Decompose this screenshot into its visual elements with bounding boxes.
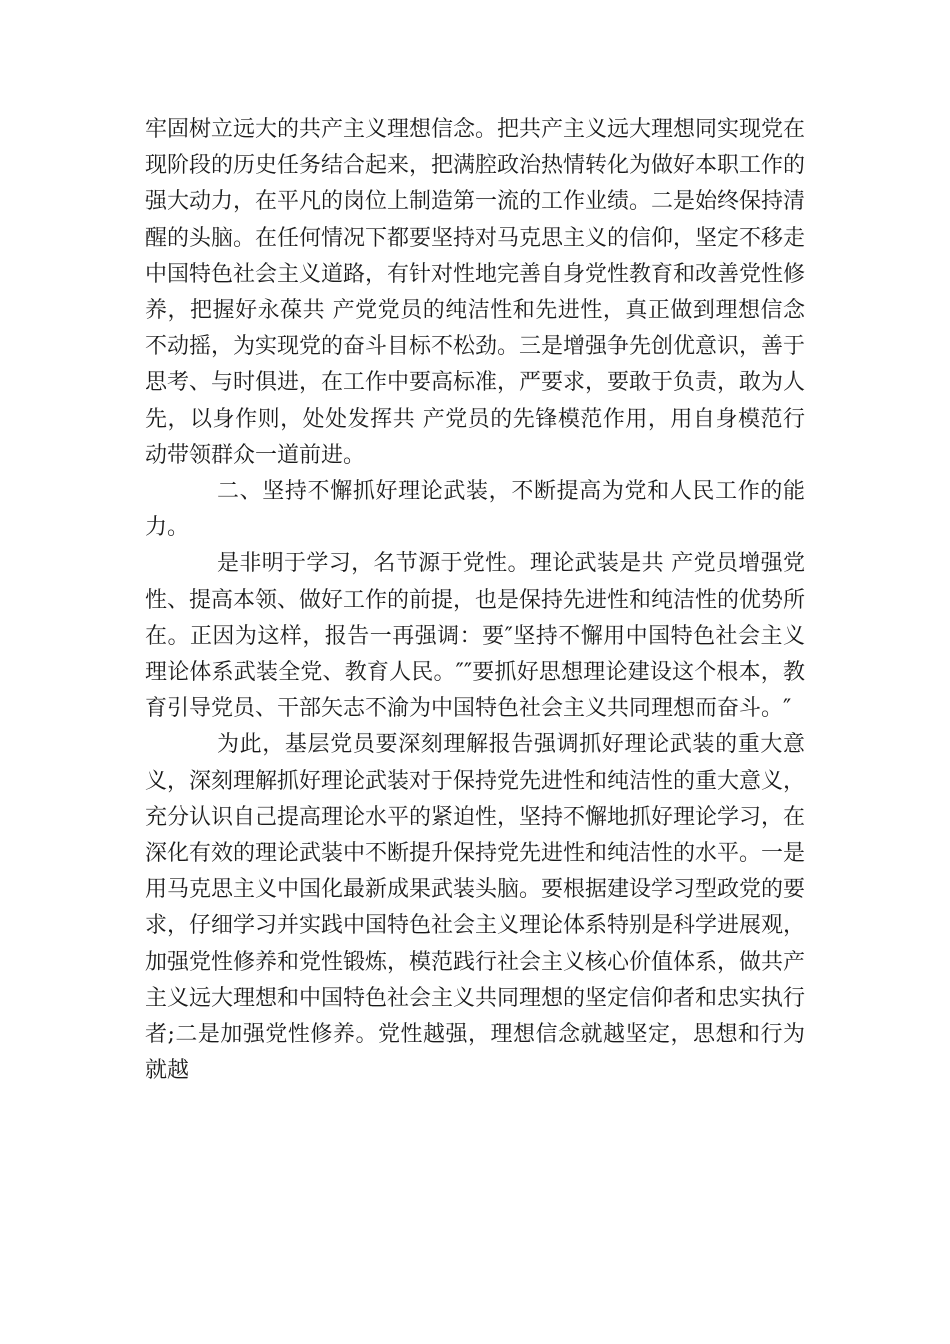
section-heading: 二、坚持不懈抓好理论武装，不断提高为党和人民工作的能力。 [145,479,805,541]
paragraph-3: 为此，基层党员要深刻理解报告强调抓好理论武装的重大意义，深刻理解抓好理论武装对于保持党先进性和纯洁性的重大意义，充分认识自己提高理论水平的紧迫性，坚持不懈地抓好理论学习，在深化有效的理论武装中不断提升保持党先进性和纯洁性的水平。一是用马克思主义中国化最新成果武装头脑。要根据建设学习型政党的要求，仔细学习并实践中国特色社会主义理论体系特别是科学进展观，加强党性修养和党性锻炼，模范践行社会主义核心价值体系，做共产主义远大理想和中国特色社会主义共同理想的坚定信仰者和忠实执行者;二是加强党性修养。党性越强，理想信念就越坚定，思想和行为就越 [145,732,806,1084]
paragraph-1: 牢固树立远大的共产主义理想信念。把共产主义远大理想同实现党在现阶段的历史任务结合起来，把满腔政治热情转化为做好本职工作的强大动力，在平凡的岗位上制造第一流的工作业绩。二是始终保持清醒的头脑。在任何情况下都要坚持对马克思主义的信仰，坚定不移走中国特色社会主义道路，有针对性地完善自身党性教育和改善党性修养，把握好永葆共 产党党员的纯洁性和先进性，真正做到理想信念不动摇，为实现党的奋斗目标不松劲。三是增强争先创优意识，善于思考、与时俱进，在工作中要高标准，严要求，要敢于负责，敢为人先，以身作则，处处发挥共 产党员的先锋模范作用，用自身模范行动带领群众一道前进。 [145,117,806,468]
document-body [145,112,805,1089]
paragraph-2: 是非明于学习，名节源于党性。理论武装是共 产党员增强党性、提高本领、做好工作的前提，也是保持先进性和纯洁性的优势所在。正因为这样，报告一再强调：要″坚持不懈用中国特色社会主义理论体系武装全党、教育人民。″″要抓好思想理论建设这个根本，教育引导党员、干部矢志不渝为中国特色社会主义共同理想而奋斗。″ [145,551,806,722]
